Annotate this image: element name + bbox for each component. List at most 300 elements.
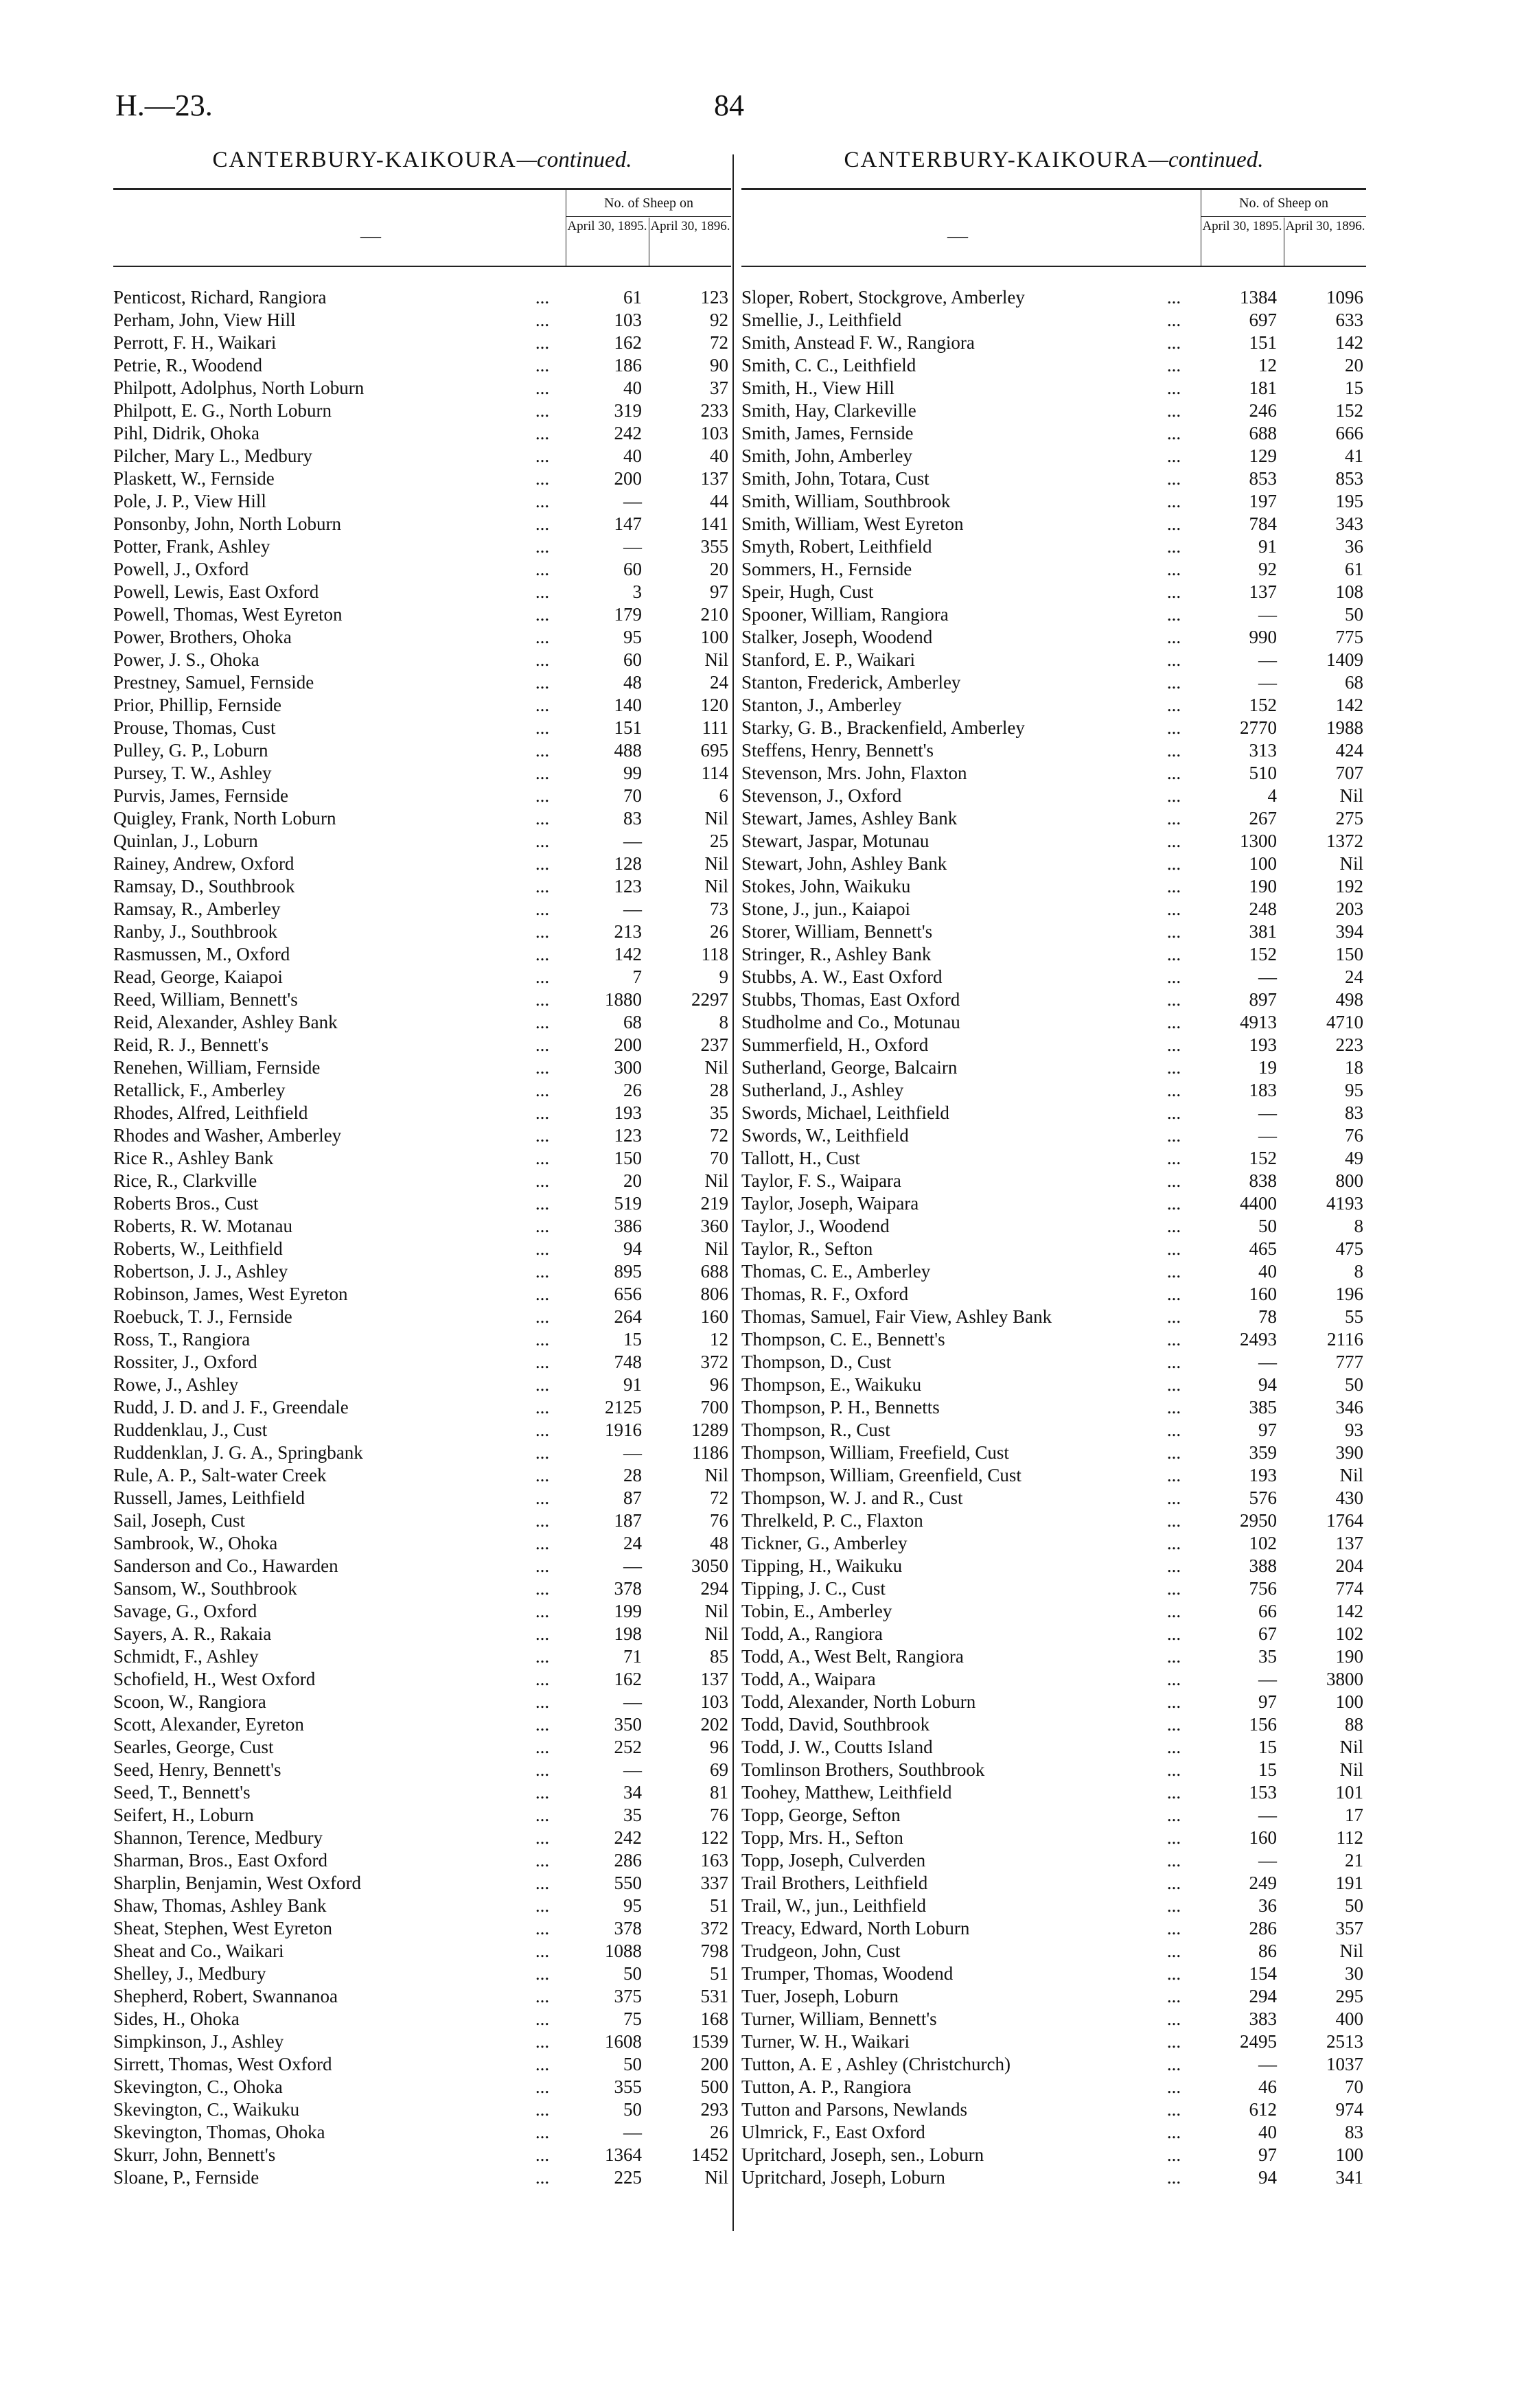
sheep-count-1895: 123 [614, 1125, 642, 1146]
table-row [113, 513, 731, 535]
leader-dots: ... [1166, 717, 1181, 738]
sheep-count-1895: 97 [1258, 1691, 1277, 1712]
leader-dots: ... [1166, 2031, 1181, 2052]
sheep-count-1895: — [623, 491, 642, 511]
sheep-count-1896: 2116 [1327, 1329, 1363, 1350]
sheep-count-1896: 1186 [692, 1442, 728, 1463]
sheep-count-1895: 60 [623, 559, 642, 579]
sheep-count-1895: 50 [623, 1963, 642, 1984]
sheep-count-1895: 252 [614, 1737, 642, 1757]
sheep-count-1896: 141 [700, 513, 728, 534]
owner-name: Smith, John, Totara, Cust [741, 468, 930, 489]
sheep-count-1896: 237 [700, 1034, 728, 1055]
sheep-count-1896: 337 [700, 1873, 728, 1893]
table-row [741, 1804, 1366, 1827]
sheep-count-1895: 34 [623, 1782, 642, 1803]
leader-dots: ... [1166, 468, 1181, 489]
sheep-count-1895: 35 [1258, 1646, 1277, 1667]
right-section-title: CANTERBURY-KAIKOURA [844, 148, 1148, 172]
leader-dots: ... [535, 1057, 550, 1078]
owner-name: Pursey, T. W., Ashley [113, 763, 272, 783]
owner-name: Topp, Mrs. H., Sefton [741, 1827, 903, 1848]
table-row [741, 400, 1366, 422]
sheep-count-1896: 688 [700, 1261, 728, 1282]
table-row [113, 1170, 731, 1192]
sheep-count-1895: 388 [1249, 1555, 1277, 1576]
leader-dots: ... [1166, 604, 1181, 625]
leader-dots: ... [1166, 921, 1181, 942]
sheep-count-1895: 19 [1258, 1057, 1277, 1078]
owner-name: Thompson, R., Cust [741, 1420, 890, 1440]
sheep-count-1896: 137 [1335, 1533, 1363, 1553]
leader-dots: ... [1166, 1510, 1181, 1531]
table-row [741, 332, 1366, 354]
owner-name: Sirrett, Thomas, West Oxford [113, 2054, 332, 2074]
table-row [741, 1985, 1366, 2008]
sheep-count-1895: 313 [1249, 740, 1277, 761]
table-row [741, 694, 1366, 717]
owner-name: Rossiter, J., Oxford [113, 1352, 257, 1372]
sheep-count-1896: 357 [1335, 1918, 1363, 1938]
sheep-count-1896: 83 [1345, 1102, 1363, 1123]
leader-dots: ... [1166, 989, 1181, 1010]
leader-dots: ... [535, 1329, 550, 1350]
table-row [113, 1283, 731, 1306]
leader-dots: ... [535, 1691, 550, 1712]
sheep-count-1896: 50 [1345, 1374, 1363, 1395]
table-row [741, 875, 1366, 898]
sheep-count-1895: 181 [1249, 378, 1277, 398]
table-row [113, 1396, 731, 1419]
sheep-count-1896: 41 [1345, 445, 1363, 466]
sheep-count-1895: 838 [1249, 1170, 1277, 1191]
leader-dots: ... [1166, 1284, 1181, 1304]
sheep-count-1896: Nil [1339, 1941, 1363, 1961]
table-row [113, 1034, 731, 1056]
sheep-count-1895: 128 [614, 853, 642, 874]
owner-name: Smith, John, Amberley [741, 445, 912, 466]
sheep-count-1895: — [1258, 1125, 1277, 1146]
table-row [741, 1691, 1366, 1713]
table-row [113, 400, 731, 422]
table-row [113, 1849, 731, 1872]
sheep-count-1896: 51 [710, 1895, 728, 1916]
leader-dots: ... [535, 1465, 550, 1485]
sheep-count-1895: 193 [1249, 1465, 1277, 1485]
owner-name: Pihl, Didrik, Ohoka [113, 423, 259, 443]
owner-name: Perham, John, View Hill [113, 310, 296, 330]
table-row [113, 535, 731, 558]
left-table-header [113, 188, 731, 267]
sheep-count-1895: — [623, 2122, 642, 2142]
table-row [741, 2008, 1366, 2030]
sheep-count-1896: Nil [1339, 785, 1363, 806]
table-row [741, 1306, 1366, 1328]
sheep-count-1896: 191 [1335, 1873, 1363, 1893]
table-row [113, 921, 731, 943]
table-row [741, 807, 1366, 830]
table-row [741, 1645, 1366, 1668]
leader-dots: ... [1166, 1578, 1181, 1599]
leader-dots: ... [535, 1623, 550, 1644]
owner-name: Thompson, William, Freefield, Cust [741, 1442, 1009, 1463]
sheep-count-1895: 381 [1249, 921, 1277, 942]
sheep-count-1896: 49 [1345, 1148, 1363, 1168]
sheep-count-1895: 190 [1249, 876, 1277, 896]
table-row [113, 2098, 731, 2121]
table-row [113, 1895, 731, 1917]
leader-dots: ... [535, 1873, 550, 1893]
leader-dots: ... [535, 785, 550, 806]
owner-name: Shaw, Thomas, Ashley Bank [113, 1895, 327, 1916]
sheep-count-1895: 28 [623, 1465, 642, 1485]
leader-dots: ... [535, 1442, 550, 1463]
table-row [113, 2121, 731, 2144]
sheep-count-1896: 93 [1345, 1420, 1363, 1440]
owner-name: Trail, W., jun., Leithfield [741, 1895, 926, 1916]
table-row [741, 1668, 1366, 1691]
leader-dots: ... [535, 1034, 550, 1055]
leader-dots: ... [535, 899, 550, 919]
sheep-count-1896: 36 [1345, 536, 1363, 557]
sheep-count-1895: 355 [614, 2076, 642, 2097]
sheep-count-1896: 123 [700, 287, 728, 308]
table-row [113, 2076, 731, 2098]
leader-dots: ... [1166, 876, 1181, 896]
owner-name: Sommers, H., Fernside [741, 559, 912, 579]
leader-dots: ... [1166, 1034, 1181, 1055]
leader-dots: ... [1166, 513, 1181, 534]
sheep-count-1896: 26 [710, 921, 728, 942]
leader-dots: ... [535, 1374, 550, 1395]
table-row [741, 717, 1366, 739]
owner-name: Simpkinson, J., Ashley [113, 2031, 284, 2052]
leader-dots: ... [1166, 1306, 1181, 1327]
owner-name: Rainey, Andrew, Oxford [113, 853, 295, 874]
table-row [741, 853, 1366, 875]
leader-dots: ... [1166, 287, 1181, 308]
table-row [741, 1940, 1366, 1963]
owner-name: Power, Brothers, Ohoka [113, 627, 292, 647]
owner-name: Powell, Lewis, East Oxford [113, 581, 319, 602]
owner-name: Petrie, R., Woodend [113, 355, 263, 375]
sheep-count-1896: 1289 [691, 1420, 728, 1440]
sheep-count-1895: — [1258, 604, 1277, 625]
column-divider [732, 154, 734, 2231]
leader-dots: ... [535, 332, 550, 353]
sheep-count-1896: 1037 [1326, 2054, 1363, 2074]
sheep-count-1896: 72 [710, 1487, 728, 1508]
sheep-count-1896: 50 [1345, 1895, 1363, 1916]
sheep-count-1896: 275 [1335, 808, 1363, 829]
owner-name: Stevenson, Mrs. John, Flaxton [741, 763, 967, 783]
leader-dots: ... [535, 1080, 550, 1100]
sheep-count-1896: 12 [710, 1329, 728, 1350]
sheep-count-1895: 26 [623, 1080, 642, 1100]
table-row [741, 2098, 1366, 2121]
leader-dots: ... [535, 581, 550, 602]
owner-name: Seed, Henry, Bennett's [113, 1759, 281, 1780]
owner-name: Stanford, E. P., Waikari [741, 649, 916, 670]
table-row [741, 1442, 1366, 1464]
table-row [741, 739, 1366, 762]
sheep-count-1896: 101 [1335, 1782, 1363, 1803]
sheep-count-1896: 777 [1335, 1352, 1363, 1372]
owner-name: Sharplin, Benjamin, West Oxford [113, 1873, 362, 1893]
sheep-count-1896: 48 [710, 1533, 728, 1553]
leader-dots: ... [1166, 1216, 1181, 1236]
sheep-count-1896: 76 [1345, 1125, 1363, 1146]
owner-name: Smith, Hay, Clarkeville [741, 400, 916, 421]
sheep-count-1896: Nil [704, 1601, 728, 1621]
sheep-count-1896: 343 [1335, 513, 1363, 534]
sheep-count-1896: 774 [1335, 1578, 1363, 1599]
leader-dots: ... [535, 853, 550, 874]
leader-dots: ... [1166, 853, 1181, 874]
sheep-count-1896: Nil [704, 2167, 728, 2188]
sheep-count-1895: 142 [614, 944, 642, 964]
owner-name: Stewart, Jaspar, Motunau [741, 831, 930, 851]
leader-dots: ... [1166, 1805, 1181, 1825]
owner-name: Sambrook, W., Ohoka [113, 1533, 278, 1553]
owner-name: Taylor, Joseph, Waipara [741, 1193, 919, 1214]
sheep-count-1895: 91 [1258, 536, 1277, 557]
owner-name: Rowe, J., Ashley [113, 1374, 239, 1395]
sheep-count-1896: 142 [1335, 695, 1363, 715]
sheep-count-1895: 40 [623, 445, 642, 466]
sheep-count-1895: 70 [623, 785, 642, 806]
table-row [741, 1079, 1366, 1102]
sheep-count-1896: 83 [1345, 2122, 1363, 2142]
table-row [113, 2166, 731, 2189]
sheep-count-1895: 1364 [605, 2144, 642, 2165]
sheep-count-1896: 24 [710, 672, 728, 693]
sheep-count-1895: 20 [623, 1170, 642, 1191]
leader-dots: ... [535, 989, 550, 1010]
sheep-count-1895: 748 [614, 1352, 642, 1372]
sheep-count-1896: 355 [700, 536, 728, 557]
sheep-count-1896: 798 [700, 1941, 728, 1961]
sheep-count-1895: 75 [623, 2008, 642, 2029]
table-row [741, 535, 1366, 558]
sheep-count-1895: 385 [1249, 1397, 1277, 1417]
sheep-count-1896: 76 [710, 1805, 728, 1825]
owner-name: Rhodes and Washer, Amberley [113, 1125, 342, 1146]
table-row [741, 2166, 1366, 2189]
left-section-heading [113, 148, 731, 173]
right-column [741, 148, 1366, 2189]
sheep-count-1895: — [623, 536, 642, 557]
owner-name: Smith, William, Southbrook [741, 491, 951, 511]
sheep-count-1895: — [623, 1691, 642, 1712]
owner-name: Taylor, R., Sefton [741, 1238, 873, 1259]
table-row [113, 490, 731, 513]
left-col-1895-header: April 30, 1895. [567, 219, 647, 233]
sheep-count-1895: 78 [1258, 1306, 1277, 1327]
table-row [113, 853, 731, 875]
leader-dots: ... [535, 1895, 550, 1916]
owner-name: Rule, A. P., Salt-water Creek [113, 1465, 327, 1485]
sheep-count-1895: 94 [1258, 2167, 1277, 2188]
sheep-count-1895: 152 [1249, 1148, 1277, 1168]
sheep-count-1896: 152 [1335, 400, 1363, 421]
owner-name: Topp, George, Sefton [741, 1805, 901, 1825]
owner-name: Smyth, Robert, Leithfield [741, 536, 932, 557]
leader-dots: ... [535, 808, 550, 829]
leader-dots: ... [1166, 1420, 1181, 1440]
sheep-count-1896: 112 [1336, 1827, 1363, 1848]
sheep-count-1896: 633 [1335, 310, 1363, 330]
sheep-count-1896: 114 [701, 763, 728, 783]
leader-dots: ... [535, 2076, 550, 2097]
table-row [113, 467, 731, 490]
document-reference: H.—23. [115, 89, 213, 122]
owner-name: Speir, Hugh, Cust [741, 581, 874, 602]
leader-dots: ... [535, 310, 550, 330]
table-row [741, 467, 1366, 490]
table-row [741, 1917, 1366, 1940]
sheep-count-1896: 61 [1345, 559, 1363, 579]
table-row [741, 490, 1366, 513]
table-row [113, 581, 731, 603]
sheep-count-1896: 18 [1345, 1057, 1363, 1078]
sheep-count-1895: 7 [632, 966, 642, 987]
sheep-count-1895: 103 [614, 310, 642, 330]
table-row [113, 1668, 731, 1691]
owner-name: Pole, J. P., View Hill [113, 491, 266, 511]
sheep-count-1895: — [623, 1555, 642, 1576]
owner-name: Thompson, D., Cust [741, 1352, 892, 1372]
table-row [113, 1781, 731, 1804]
sheep-count-1896: 498 [1335, 989, 1363, 1010]
table-row [113, 1759, 731, 1781]
table-row [113, 649, 731, 671]
sheep-count-1895: 152 [1249, 944, 1277, 964]
owner-name: Thomas, Samuel, Fair View, Ashley Bank [741, 1306, 1052, 1327]
leader-dots: ... [535, 944, 550, 964]
leader-dots: ... [535, 1284, 550, 1304]
table-row [741, 1759, 1366, 1781]
leader-dots: ... [1166, 1782, 1181, 1803]
sheep-count-1896: Nil [704, 649, 728, 670]
sheep-count-1896: 531 [700, 1986, 728, 2006]
leader-dots: ... [1166, 831, 1181, 851]
sheep-count-1895: — [623, 899, 642, 919]
leader-dots: ... [535, 1827, 550, 1848]
leader-dots: ... [535, 649, 550, 670]
sheep-count-1895: 67 [1258, 1623, 1277, 1644]
owner-name: Smith, H., View Hill [741, 378, 894, 398]
leader-dots: ... [1166, 2054, 1181, 2074]
table-row [113, 1985, 731, 2008]
owner-name: Philpott, E. G., North Loburn [113, 400, 332, 421]
leader-dots: ... [535, 1261, 550, 1282]
table-row [113, 1940, 731, 1963]
owner-name: Rice, R., Clarkville [113, 1170, 257, 1191]
leader-dots: ... [1166, 966, 1181, 987]
leader-dots: ... [1166, 1193, 1181, 1214]
sheep-count-1896: 233 [700, 400, 728, 421]
sheep-count-1895: 71 [623, 1646, 642, 1667]
left-section-suffix: —continued. [516, 148, 632, 172]
leader-dots: ... [1166, 1555, 1181, 1576]
sheep-count-1895: 162 [614, 332, 642, 353]
right-section-heading [741, 148, 1366, 173]
sheep-count-1896: 293 [700, 2099, 728, 2120]
table-row [741, 1170, 1366, 1192]
sheep-count-1896: 102 [1335, 1623, 1363, 1644]
owner-name: Schofield, H., West Oxford [113, 1669, 316, 1689]
sheep-count-1895: 2125 [605, 1397, 642, 1417]
right-sheep-group-header [1201, 190, 1366, 266]
leader-dots: ... [535, 1533, 550, 1553]
table-row [113, 898, 731, 921]
sheep-count-1896: 372 [700, 1918, 728, 1938]
sheep-count-1896: 346 [1335, 1397, 1363, 1417]
owner-name: Stringer, R., Ashley Bank [741, 944, 932, 964]
leader-dots: ... [535, 2167, 550, 2188]
sheep-count-1896: 44 [710, 491, 728, 511]
table-row [741, 1623, 1366, 1645]
sheep-count-1896: 73 [710, 899, 728, 919]
sheep-count-1895: 199 [614, 1601, 642, 1621]
sheep-count-1896: 142 [1335, 1601, 1363, 1621]
sheep-count-1895: 4913 [1240, 1012, 1277, 1032]
table-row [113, 1917, 731, 1940]
table-row [113, 1736, 731, 1759]
sheep-count-1895: 200 [614, 1034, 642, 1055]
owner-name: Thompson, P. H., Bennetts [741, 1397, 940, 1417]
owner-name: Renehen, William, Fernside [113, 1057, 321, 1078]
sheep-count-1895: 2950 [1240, 1510, 1277, 1531]
sheep-count-1896: 500 [700, 2076, 728, 2097]
sheep-count-1895: 1300 [1240, 831, 1277, 851]
sheep-count-1896: 25 [710, 831, 728, 851]
sheep-count-1895: 36 [1258, 1895, 1277, 1916]
owner-name: Purvis, James, Fernside [113, 785, 288, 806]
sheep-count-1895: 688 [1249, 423, 1277, 443]
leader-dots: ... [1166, 1238, 1181, 1259]
leader-dots: ... [1166, 1759, 1181, 1780]
owner-name: Todd, David, Southbrook [741, 1714, 930, 1735]
sheep-count-1895: 4 [1267, 785, 1277, 806]
sheep-count-1896: 20 [710, 559, 728, 579]
sheep-count-1895: 246 [1249, 400, 1277, 421]
sheep-count-1896: 394 [1335, 921, 1363, 942]
sheep-count-1896: 4193 [1326, 1193, 1363, 1214]
sheep-count-1896: 1096 [1326, 287, 1363, 308]
leader-dots: ... [535, 2099, 550, 2120]
sheep-count-1896: 9 [719, 966, 728, 987]
right-table-body [741, 286, 1366, 2189]
owner-name: Skevington, C., Ohoka [113, 2076, 283, 2097]
leader-dots: ... [535, 672, 550, 693]
owner-name: Upritchard, Joseph, Loburn [741, 2167, 945, 2188]
sheep-count-1896: 341 [1335, 2167, 1363, 2188]
leader-dots: ... [1166, 2099, 1181, 2120]
leader-dots: ... [535, 1850, 550, 1871]
sheep-count-1895: 300 [614, 1057, 642, 1078]
sheep-count-1895: 60 [623, 649, 642, 670]
leader-dots: ... [1166, 1102, 1181, 1123]
sheep-count-1895: 249 [1249, 1873, 1277, 1893]
owner-name: Plaskett, W., Fernside [113, 468, 275, 489]
sheep-count-1896: 1764 [1326, 1510, 1363, 1531]
owner-name: Roberts, W., Leithfield [113, 1238, 283, 1259]
sheep-count-1896: 35 [710, 1102, 728, 1123]
sheep-count-1895: 286 [614, 1850, 642, 1871]
table-row [741, 1374, 1366, 1396]
